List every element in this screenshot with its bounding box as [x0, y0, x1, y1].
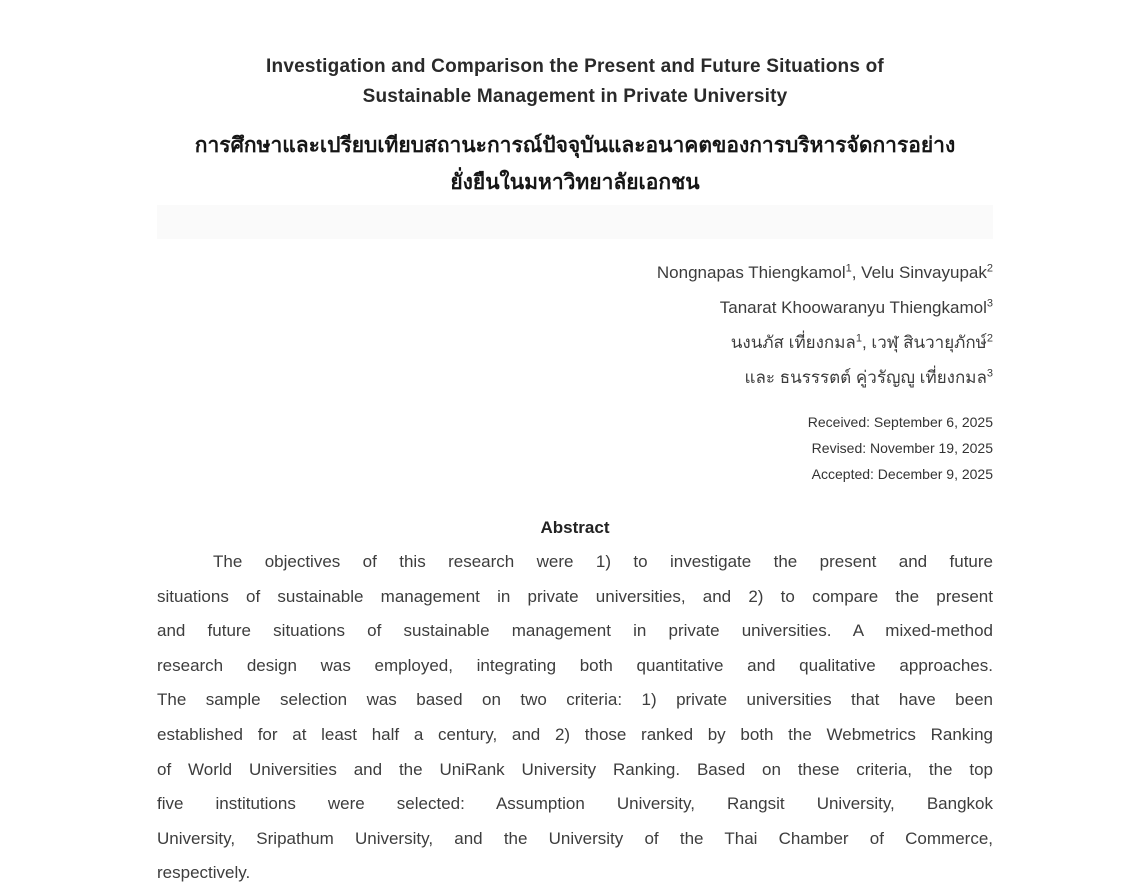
abstract-line: five institutions were selected: Assumption University, Rangsit University, Bangkok [157, 794, 993, 814]
author-affiliation-superscript: 2 [986, 332, 993, 345]
author-affiliation-superscript: 3 [986, 297, 993, 310]
author-name: Tanarat Khoowaranyu Thiengkamol [719, 298, 987, 317]
abstract-paragraph [157, 545, 993, 890]
author-affiliation-superscript: 1 [845, 262, 852, 275]
abstract-line: situations of sustainable management in private universities, and 2) to compare the present [157, 586, 993, 606]
abstract-line: and future situations of sustainable management in private universities. A mixed-method [157, 621, 993, 641]
authors-thai [157, 325, 993, 395]
abstract-line: research design was employed, integrating both quantitative and qualitative approaches. [157, 655, 993, 675]
author-line-english-1 [157, 255, 993, 290]
paper-title-english-line2: Sustainable Management in Private University [362, 86, 788, 107]
abstract-line: The objectives of this research were 1) to investigate the present and future [213, 552, 993, 571]
submission-dates [157, 409, 993, 487]
abstract-heading: Abstract [540, 518, 610, 537]
author-name: และ ธนรรรตต์ คู่วรัญญู เที่ยงกมล [744, 368, 987, 387]
date-accepted: Accepted: December 9, 2025 [811, 466, 993, 482]
date-received: Received: September 6, 2025 [807, 414, 993, 430]
author-affiliation-superscript: 2 [986, 262, 993, 275]
author-affiliation-superscript: 1 [855, 332, 862, 345]
author-line-thai-2 [157, 360, 993, 395]
author-line-thai-1 [157, 325, 993, 360]
abstract-line: established for at least half a century, and 2) those ranked by both the Webmetrics Ranking [157, 724, 993, 744]
abstract-line: The sample selection was based on two criteria: 1) private universities that have been [157, 690, 993, 710]
authors-english [157, 255, 993, 325]
paper-title-thai-line1: การศึกษาและเปรียบเทียบสถานะการณ์ปัจจุบันและอนาคตของการบริหารจัดการอย่าง [194, 134, 956, 157]
content-column [157, 0, 993, 890]
abstract-line: of World Universities and the UniRank University Ranking. Based on these criteria, the top [157, 759, 993, 779]
abstract-line: University, Sripathum University, and the University of the Thai Chamber of Commerce, [157, 828, 993, 848]
paper-title-thai-line2: ยั่งยืนในมหาวิทยาลัยเอกชน [450, 171, 700, 194]
highlight-band [157, 205, 993, 239]
date-revised: Revised: November 19, 2025 [811, 440, 993, 456]
author-name: , เวฬุ สินวายุภักษ์ [861, 333, 987, 352]
paper-title-thai [157, 127, 993, 201]
author-affiliation-superscript: 3 [986, 367, 993, 380]
author-line-english-2 [157, 290, 993, 325]
author-name: นงนภัส เที่ยงกมล [730, 333, 856, 352]
paper-title-english [157, 0, 993, 112]
author-name: , Velu Sinvayupak [851, 263, 987, 282]
abstract-line: respectively. [157, 863, 251, 883]
author-name: Nongnapas Thiengkamol [656, 263, 846, 282]
paper-title-english-line1: Investigation and Comparison the Present and Future Situations of [266, 56, 884, 77]
